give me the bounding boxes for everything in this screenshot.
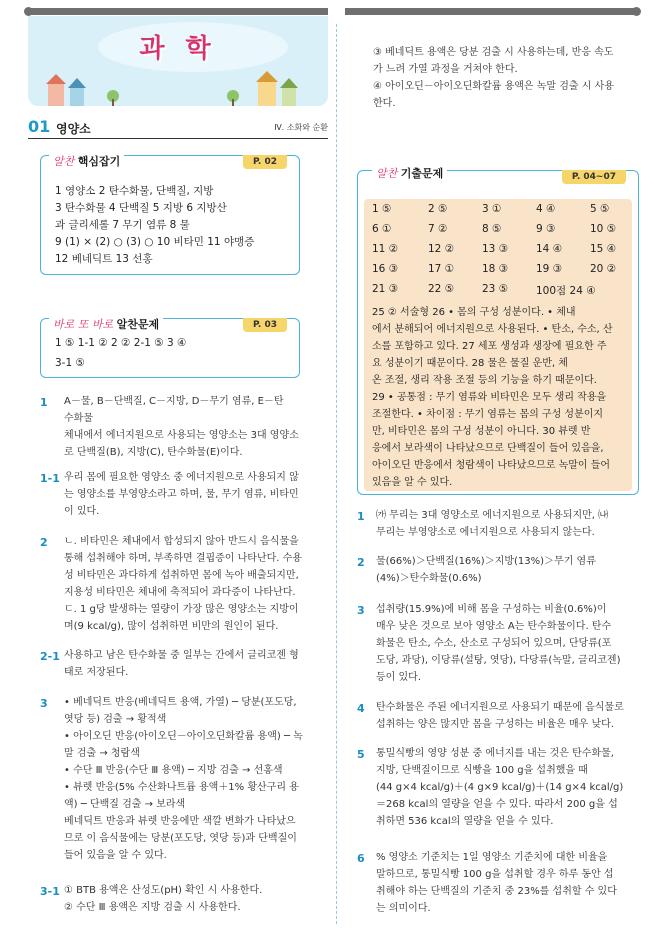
- text-line: 탄수화물은 주된 에너지원으로 사용되기 때문에 음식물로: [376, 702, 624, 713]
- text-line: 는 영양소를 부영양소라고 하며, 물, 무기 염류, 비타민: [64, 489, 299, 500]
- core-answers-box: [40, 155, 300, 275]
- text-line: 들어 있음을 알 수 있다.: [64, 850, 167, 861]
- past-answer-cell: 22 ⑤: [428, 283, 455, 295]
- text-line: 엿당 등) 검출 → 황적색: [64, 714, 167, 725]
- chapter-name: 영양소: [56, 122, 91, 136]
- past-answer-cell: 6 ①: [372, 223, 392, 235]
- practice-box-label: 바로 또 바로 알찬문제: [49, 316, 163, 332]
- text-line: 로 단백질(B), 지방(C), 탄수화물(E)이다.: [64, 447, 243, 458]
- question-number: 5: [357, 748, 365, 761]
- text-line: 취하면 536 kcal의 열량을 얻을 수 있다.: [376, 816, 554, 827]
- past-answer-cell: 100점 24 ④: [536, 285, 596, 297]
- text-line: • 베네딕트 반응(베네딕트 용액, 가열) ─ 당분(포도당,: [64, 697, 297, 708]
- explanation-text: [376, 699, 638, 733]
- past-answer-cell: 1 ⑤: [372, 203, 392, 215]
- past-answer-cell: 3 ①: [482, 203, 502, 215]
- explanation-text: [376, 507, 638, 541]
- past-answer-cell: 13 ③: [482, 243, 509, 255]
- past-answer-cell: 8 ⑤: [482, 223, 502, 235]
- text-line: (4%)＞탄수화물(0.6%): [376, 573, 482, 584]
- text-line: 지용성 비타민은 체내에 축적되어 과다증이 나타난다.: [64, 587, 296, 598]
- past-answer-cell: 23 ⑤: [482, 283, 509, 295]
- text-line: 통밀식빵의 영양 성분 중 에너지를 내는 것은 탄수화물,: [376, 748, 614, 759]
- essay-line: 있음을 알 수 있다.: [372, 477, 453, 488]
- top-rule-right: [345, 8, 637, 15]
- question-number: 1-1: [40, 472, 60, 485]
- continued-explanation: [373, 44, 641, 112]
- text-line: 무리는 부영양소로 에너지원으로 사용되지 않는다.: [376, 527, 595, 538]
- text-line: 말하므로, 통밀식빵 100 g을 섭취할 경우 하루 동안 섭: [376, 869, 614, 880]
- text-line: 액) ─ 단백질 검출 → 보라색: [64, 799, 186, 810]
- core-row: 1 영양소 2 탄수화물, 단백질, 지방: [55, 185, 214, 197]
- essay-line: 응에서 보라색이 나타났으므로 단백질이 들어 있음을,: [372, 443, 604, 454]
- past-exam-answers-box: [357, 167, 639, 495]
- text-line: 는 의미이다.: [376, 903, 431, 914]
- practice-page-tag: P. 03: [243, 318, 287, 332]
- core-row: 과 글리세롤 7 무기 염류 8 물: [55, 219, 190, 231]
- text-line: 등이 있다.: [376, 672, 421, 683]
- text-line: ㄴ. 비타민은 체내에서 합성되지 않아 반드시 음식물을: [64, 536, 299, 547]
- practice-row: 1 ⑤ 1-1 ② 2 ② 2-1 ⑤ 3 ④: [55, 337, 187, 349]
- text-line: 성 비타민은 과다하게 섭취하면 몸에 녹아 배출되지만,: [64, 570, 299, 581]
- past-page-tag: P. 04~07: [562, 170, 626, 184]
- text-line: • 뷰렛 반응(5% 수산화나트륨 용액＋1% 황산구리 용: [64, 782, 299, 793]
- text-line: ④ 아이오딘－아이오딘화칼륨 용액은 녹말 검출 시 사용: [373, 81, 614, 92]
- core-box-label: 알찬 핵심잡기: [49, 153, 124, 169]
- town-illustration: [28, 66, 328, 106]
- text-line: ① BTB 용액은 산성도(pH) 확인 시 사용한다.: [64, 885, 263, 896]
- text-line: (44 g×4 kcal/g)＋(4 g×9 kcal/g)＋(14 g×4 kcal/g): [376, 782, 624, 793]
- essay-line: 조절한다. • 차이점 : 무기 염류는 몸의 구성 성분이지: [372, 409, 604, 420]
- question-number: 1: [357, 510, 365, 523]
- explanation-text: [64, 647, 326, 681]
- past-answer-cell: 17 ①: [428, 263, 455, 275]
- text-line: ㈎ 무리는 3대 영양소로 에너지원으로 사용되지만, ㈏: [376, 510, 609, 521]
- essay-line: 만, 비타민은 몸의 구성 성분이 아니다. 30 뷰렛 반: [372, 426, 591, 437]
- top-rule-left: [28, 8, 328, 15]
- column-divider: [336, 24, 337, 924]
- past-answer-cell: 21 ③: [372, 283, 399, 295]
- text-line: 베네딕트 반응과 뷰렛 반응에만 색깔 변화가 나타났으: [64, 816, 296, 827]
- text-line: 태로 저장된다.: [64, 667, 129, 678]
- text-line: 통해 섭취해야 하며, 부족하면 결핍증이 나타난다. 수용: [64, 553, 302, 564]
- past-answer-cell: 12 ②: [428, 243, 455, 255]
- explanation-text: [64, 469, 326, 520]
- text-line: 며(9 kcal/g), 많이 섭취하면 비만의 원인이 된다.: [64, 621, 279, 632]
- text-line: 한다.: [373, 98, 396, 109]
- text-line: 도당, 과당), 이당류(설탕, 엿당), 다당류(녹말, 글리코젠): [376, 655, 621, 666]
- past-answer-cell: 20 ②: [590, 263, 617, 275]
- past-answer-cell: 2 ⑤: [428, 203, 448, 215]
- top-rule-dot: [24, 7, 33, 16]
- text-line: ＝268 kcal의 열량을 얻을 수 있다. 따라서 200 g을 섭: [376, 799, 618, 810]
- essay-line: 25 ② 서술형 26 • 몸의 구성 성분이다. • 체내: [372, 307, 576, 318]
- text-line: 가 느려 가열 과정을 거쳐야 한다.: [373, 64, 518, 75]
- essay-line: 온 조절, 생리 작용 조절 등의 기능을 하기 때문이다.: [372, 375, 597, 386]
- text-line: 지방, 단백질이므로 식빵을 100 g을 섭취했을 때: [376, 765, 588, 776]
- essay-line: 에서 분해되어 에너지원으로 사용된다. • 탄소, 수소, 산: [372, 324, 613, 335]
- explanation-text: [64, 533, 326, 635]
- explanation-text: [376, 601, 638, 686]
- explanation-text: [376, 745, 638, 830]
- subject-header: [28, 16, 328, 106]
- top-rule-dot: [632, 7, 641, 16]
- question-number: 2-1: [40, 650, 60, 663]
- chapter-heading: [28, 113, 328, 139]
- past-answer-cell: 19 ③: [536, 263, 563, 275]
- question-number: 1: [40, 396, 48, 409]
- text-line: 취해야 하는 단백질의 기준치 중 23%를 섭취할 수 있다: [376, 886, 617, 897]
- past-answer-cell: 11 ②: [372, 243, 399, 255]
- past-answer-cell: 7 ②: [428, 223, 448, 235]
- text-line: ㄷ. 1 g당 발생하는 열량이 가장 많은 영양소는 지방이: [64, 604, 299, 615]
- text-line: A－물, B－단백질, C－지방, D－무기 염류, E－탄: [64, 396, 284, 407]
- explanation-text: [64, 694, 326, 864]
- question-number: 4: [357, 702, 365, 715]
- question-number: 3: [357, 604, 365, 617]
- question-number: 2: [40, 536, 48, 549]
- past-answer-cell: 4 ④: [536, 203, 556, 215]
- text-line: 이 있다.: [64, 506, 100, 517]
- question-number: 3: [40, 697, 48, 710]
- core-row: 3 탄수화물 4 단백질 5 지방 6 지방산: [55, 202, 227, 214]
- text-line: 체내에서 에너지원으로 사용되는 영양소는 3대 영양소: [64, 430, 299, 441]
- past-answer-cell: 18 ③: [482, 263, 509, 275]
- explanation-text: [64, 393, 326, 461]
- past-answer-cell: 5 ⑤: [590, 203, 610, 215]
- past-answer-cell: 15 ④: [590, 243, 617, 255]
- chapter-number: 01: [28, 117, 51, 136]
- text-line: 수화물: [64, 413, 93, 424]
- core-row: 9 (1) × (2) ○ (3) ○ 10 비타민 11 야맹증: [55, 236, 255, 248]
- explanation-text: [376, 553, 638, 587]
- essay-line: 29 • 공통점 : 무기 염류와 비타민은 모두 생리 작용을: [372, 392, 607, 403]
- text-line: 우리 몸에 필요한 영양소 중 에너지원으로 사용되지 않: [64, 472, 299, 483]
- past-box-label: 알찬 기출문제: [372, 165, 447, 181]
- text-line: 므로 이 음식물에는 당분(포도당, 엿당 등)과 단백질이: [64, 833, 297, 844]
- practice-row: 3-1 ⑤: [55, 357, 85, 369]
- essay-line: 아이오딘 반응에서 청람색이 나타났으므로 녹말이 들어: [372, 460, 611, 471]
- question-number: 2: [357, 556, 365, 569]
- past-answer-cell: 10 ⑤: [590, 223, 617, 235]
- unit-label: Ⅳ. 소화와 순환: [274, 123, 328, 132]
- core-row: 12 베네딕트 13 선홍: [55, 253, 153, 265]
- practice-answers-box: [40, 318, 300, 378]
- subject-title: 과 학: [139, 34, 217, 64]
- text-line: 화물은 탄소, 수소, 산소로 구성되어 있으며, 단당류(포: [376, 638, 612, 649]
- text-line: % 영양소 기준치는 1일 영양소 기준치에 대한 비율을: [376, 852, 608, 863]
- text-line: ③ 베네딕트 용액은 당분 검출 시 사용하는데, 반응 속도: [373, 47, 614, 58]
- explanation-text: [64, 882, 326, 916]
- text-line: • 수단 Ⅲ 반응(수단 Ⅲ 용액) ─ 지방 검출 → 선홍색: [64, 765, 283, 776]
- question-number: 3-1: [40, 885, 60, 898]
- question-number: 6: [357, 852, 365, 865]
- past-answer-cell: 9 ③: [536, 223, 556, 235]
- text-line: • 아이오딘 반응(아이오딘－아이오딘화칼륨 용액) ─ 녹: [64, 731, 303, 742]
- text-line: 물(66%)＞단백질(16%)＞지방(13%)＞무기 염류: [376, 556, 596, 567]
- past-answer-cell: 16 ③: [372, 263, 399, 275]
- text-line: 말 검출 → 청람색: [64, 748, 140, 759]
- text-line: 섭취하는 양은 많지만 몸을 구성하는 비율은 매우 낮다.: [376, 719, 614, 730]
- essay-line: 소를 포함하고 있다. 27 세포 생성과 생장에 필요한 주: [372, 341, 607, 352]
- past-answer-cell: 14 ④: [536, 243, 563, 255]
- text-line: 사용하고 남은 탄수화물 중 일부는 간에서 글리코젠 형: [64, 650, 299, 661]
- core-page-tag: P. 02: [243, 155, 287, 169]
- explanation-text: [376, 849, 638, 917]
- text-line: ② 수단 Ⅲ 용액은 지방 검출 시 사용한다.: [64, 902, 241, 913]
- essay-line: 요 성분이기 때문이다. 28 물은 물질 운반, 체: [372, 358, 568, 369]
- text-line: 섭취량(15.9%)에 비해 몸을 구성하는 비율(0.6%)이: [376, 604, 607, 615]
- text-line: 매우 낮은 것으로 보아 영양소 A는 탄수화물이다. 탄수: [376, 621, 612, 632]
